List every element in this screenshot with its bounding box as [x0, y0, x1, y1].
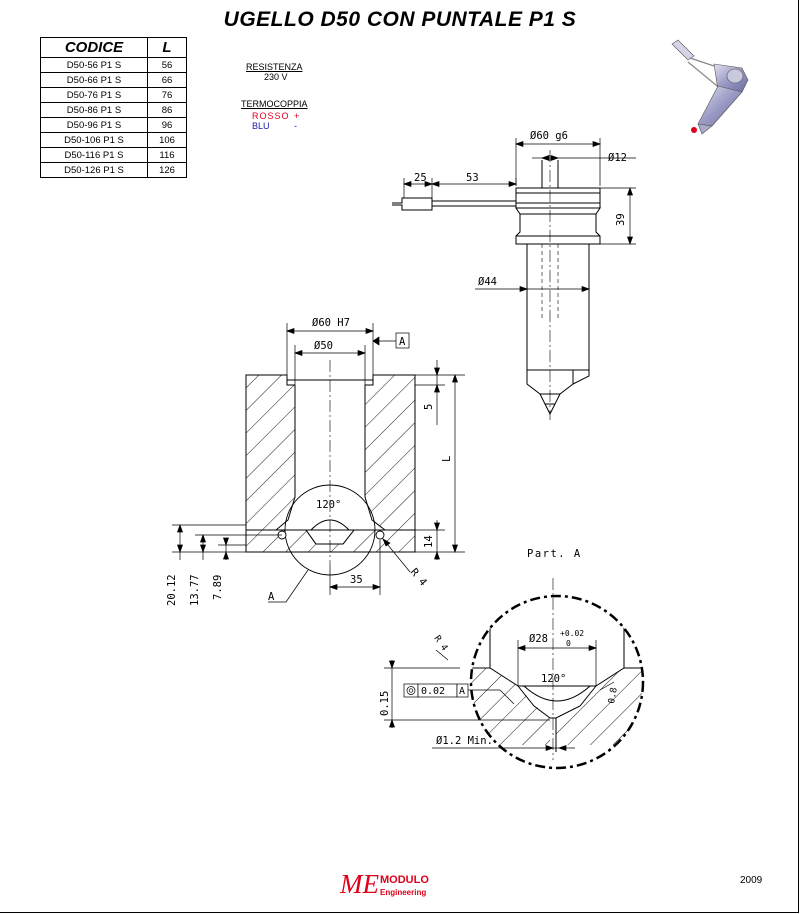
- dim-dia-60h7: Ø60 H7: [312, 317, 350, 329]
- detail-a-ref: A: [268, 591, 275, 603]
- section-dimensions: [172, 323, 465, 602]
- blue-wire-label: BLU: [252, 121, 270, 131]
- dim-35: 35: [350, 574, 363, 586]
- code-cell: D50-116 P1 S: [41, 148, 148, 163]
- code-cell: D50-126 P1 S: [41, 163, 148, 178]
- length-cell: 56: [148, 58, 187, 73]
- detail-radius: R 4: [431, 633, 450, 654]
- length-cell: 106: [148, 133, 187, 148]
- red-wire-sign: +: [294, 111, 300, 121]
- code-cell: D50-106 P1 S: [41, 133, 148, 148]
- nozzle-3d-illustration: [672, 40, 748, 134]
- datum-a-label: A: [399, 336, 406, 348]
- code-cell: D50-76 P1 S: [41, 88, 148, 103]
- dim-dia-1-2-min: Ø1.2 Min.: [436, 735, 493, 747]
- length-cell: 96: [148, 118, 187, 133]
- tol-upper: +0.02: [560, 629, 585, 638]
- dim-5: 5: [423, 403, 435, 410]
- dim-39: 39: [615, 213, 627, 226]
- code-cell: D50-66 P1 S: [41, 73, 148, 88]
- code-cell: D50-86 P1 S: [41, 103, 148, 118]
- logo-engineering: Engineering: [380, 888, 427, 897]
- gdt-datum: A: [459, 686, 466, 697]
- blue-wire-sign: -: [294, 121, 297, 131]
- length-cell: 66: [148, 73, 187, 88]
- dim-l: L: [441, 455, 453, 462]
- dim-dia-44: Ø44: [478, 276, 497, 288]
- code-cell: D50-56 P1 S: [41, 58, 148, 73]
- red-wire-label: ROSSO: [252, 111, 290, 121]
- dim-25: 25: [414, 172, 427, 184]
- dim-20-12: 20.12: [166, 574, 178, 606]
- dim-dia-60g6: Ø60 g6: [530, 130, 568, 142]
- gdt-tolerance: 0.02: [421, 686, 446, 697]
- dim-13-77: 13.77: [189, 574, 201, 606]
- length-cell: 76: [148, 88, 187, 103]
- dim-dia-12: Ø12: [608, 152, 627, 164]
- drawing-title: UGELLO D50 CON PUNTALE P1 S: [223, 8, 577, 31]
- dim-dia-28: Ø28: [529, 633, 548, 645]
- dim-dia-50: Ø50: [314, 340, 333, 352]
- length-cell: 126: [148, 163, 187, 178]
- tol-lower: 0: [566, 639, 571, 648]
- detail-angle-120: 120°: [541, 673, 567, 685]
- resistance-value: 230 V: [264, 72, 288, 82]
- logo-mark: ME: [340, 869, 379, 899]
- modulo-engineering-logo: [339, 869, 429, 899]
- length-cell: 116: [148, 148, 187, 163]
- radius-r4: R 4: [407, 566, 430, 589]
- header-l: L: [148, 38, 187, 58]
- code-cell: D50-96 P1 S: [41, 118, 148, 133]
- dim-53: 53: [466, 172, 479, 184]
- nozzle-head: [516, 188, 600, 208]
- dim-7-89: 7.89: [212, 574, 224, 600]
- dim-0-8: 0.8: [607, 686, 620, 705]
- angle-120: 120°: [316, 499, 342, 511]
- dim-0-15: 0.15: [379, 690, 391, 716]
- header-codice: CODICE: [41, 38, 148, 58]
- thermocouple-label: TERMOCOPPIA: [241, 99, 308, 109]
- nozzle-dimension-labels: [414, 130, 627, 288]
- detail-a-title: Part. A: [527, 548, 582, 560]
- year-label: 2009: [740, 875, 763, 886]
- logo-modulo: MODULO: [380, 874, 429, 886]
- resistance-label: RESISTENZA: [246, 62, 303, 72]
- dim-14: 14: [423, 535, 435, 548]
- length-cell: 86: [148, 103, 187, 118]
